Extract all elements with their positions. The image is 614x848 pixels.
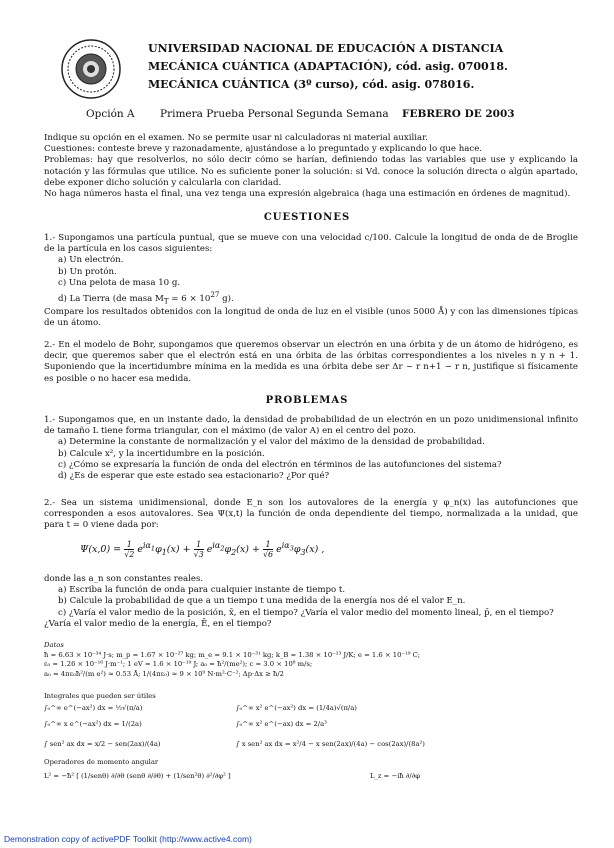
constants-title: Datos bbox=[44, 641, 64, 649]
footer-watermark: Demonstration copy of activePDF Toolkit (http://www.active4.com) bbox=[4, 834, 252, 844]
constants-row: ħ = 6.63 × 10⁻³⁴ J·s; m_p = 1.67 × 10⁻²⁷ kg; m_e = 9.1 × 10⁻³¹ kg; k_B = 1.38 × 10⁻²³ J/K; e = 1.6 × 10⁻¹⁹ C; bbox=[44, 650, 421, 659]
course-adaptacion: MECÁNICA CUÁNTICA (ADAPTACIÓN), cód. asig. 070018. bbox=[148, 60, 508, 73]
integral-item: ∫₀^∞ x² e^(−ax) dx = 2/a³ bbox=[236, 720, 327, 728]
wavefunction-equation: Ψ(x,0) = $\frac{1}{√2}$ $e^{i\alpha_1}\varphi_1(x)$ + $\frac{1}{√3}$ $e^{i\alpha_2}\varphi_2(x)$ + $\frac{1}{√6}$ $e^{i\alpha_3}\varphi_3(x)$ , bbox=[80, 540, 325, 559]
integral-item: ∫ x sen² ax dx = x²/4 − x sen(2ax)/(4a) − cos(2ax)/(8a²) bbox=[236, 740, 425, 748]
problem-2 bbox=[44, 574, 578, 630]
operator-l2: L² = −ħ² [ (1/senθ) ∂/∂θ (senθ ∂/∂θ) + (1/sen²θ) ∂²/∂φ² ] bbox=[44, 772, 231, 780]
problem-1-item: d) ¿Es de esperar que este estado sea estacionario? ¿Por qué? bbox=[58, 471, 330, 482]
integral-item: ∫₀^∞ x² e^(−ax²) dx = (1/4a)√(π/a) bbox=[236, 704, 357, 712]
problem-1-item: c) ¿Cómo se expresaría la función de onda del electrón en términos de las autofunciones del sistema? bbox=[58, 459, 502, 470]
constants-row: ε₀ = 1.26 × 10⁻¹⁶ J·m⁻¹; 1 eV = 1.6 × 10⁻¹⁹ J; a₀ = ħ²/(me²); c = 3.0 × 10⁸ m/s; bbox=[44, 660, 313, 668]
constants-row: a₀ = 4πε₀ħ²/(m e²) ≈ 0.53 Å; 1/(4πε₀) ≈ 9 × 10⁹ N·m²·C⁻²; Δp·Δx ≥ ħ/2 bbox=[44, 669, 284, 678]
problem-2-item: ¿Varía el valor medio de la energía, Ē, en el tiempo? bbox=[44, 618, 272, 629]
problem-1-item: b) Calcule x², y la incertidumbre en la posición. bbox=[58, 448, 265, 459]
constants-block bbox=[44, 641, 420, 679]
problem-2-item: a) Escriba la función de onda para cualquier instante de tiempo t. bbox=[58, 585, 346, 596]
exam-week: Segunda Semana bbox=[296, 108, 389, 120]
instruction-line: No haga números hasta el final, una vez tenga una expresión algebraica (haga una estimación en órdenes de magnitud). bbox=[44, 189, 571, 200]
exam-option: Opción A bbox=[86, 108, 135, 120]
section-title-cuestiones: CUESTIONES bbox=[263, 212, 351, 223]
operator-lz: L_z = −iħ ∂/∂φ bbox=[370, 772, 420, 780]
question-1-item: b) Un protón. bbox=[58, 266, 117, 277]
question-1-item: c) Una pelota de masa 10 g. bbox=[58, 277, 181, 288]
question-2: 2.- En el modelo de Bohr, supongamos que queremos observar un electrón en una órbita y de un átomo de hidrógeno, es decir, que queremos saber que el electrón está en una órbita de las órbitas correspondientes a los niveles n y n + 1. Suponiendo que la incertidumbre mínima en la medida es una órbita debe ser Δr ~ r n+1 − r n, justifique si físicamente es posible o no hacer esa medida. bbox=[44, 340, 578, 384]
problem-1 bbox=[44, 415, 578, 482]
problem-2-item: b) Calcule la probabilidad de que a un tiempo t una medida de la energía nos dé el valor E_n. bbox=[58, 596, 466, 607]
instructions bbox=[44, 133, 578, 200]
question-1-item: d) La Tierra (de masa $M_T = 6 \times 10^{27}$ g). bbox=[58, 290, 234, 306]
integral-item: ∫₀^∞ e^(−ax²) dx = ½√(π/a) bbox=[44, 704, 143, 712]
question-1-intro: 1.- Supongamos una partícula puntual, que se mueve con una velocidad c/100. Calcule la longitud de onda de de Broglie de la partícula en los casos siguientes: bbox=[44, 233, 578, 255]
instruction-line: Indique su opción en el examen. No se permite usar ni calculadoras ni material auxiliar. bbox=[44, 133, 429, 143]
question-1 bbox=[44, 233, 578, 329]
integral-item: ∫₀^∞ x e^(−ax²) dx = 1/(2a) bbox=[44, 720, 142, 728]
problem-1-item: a) Determine la constante de normalización y el valor del máximo de la densidad de probabilidad. bbox=[58, 437, 485, 448]
problem-1-intro: 1.- Supongamos que, en un instante dado, la densidad de probabilidad de un electrón en un pozo unidimensional infinito de tamaño L tiene forma triangular, con el máximo (de valor A) en el centro del pozo. bbox=[44, 415, 578, 437]
instruction-line: Cuestiones: conteste breve y razonadamente, ajustándose a lo preguntado y explicando lo que hace. bbox=[44, 144, 483, 155]
instruction-line: Problemas: hay que resolverlos, no sólo decir cómo se harían, definiendo todas las variables que use y explicando la notación y las fórmulas que utilice. No es suficiente poner la solución: si Vd. conoce la solución directa o algún apartado, debe exponer dicho solución y calcularla con claridad. bbox=[44, 155, 578, 188]
section-title-problemas: PROBLEMAS bbox=[265, 395, 349, 406]
problem-2-item: c) ¿Varía el valor medio de la posición, x̄, en el tiempo? ¿Varía el valor medio del momento lineal, p̄, en el tiempo? bbox=[58, 607, 554, 618]
integral-item: ∫ sen² ax dx = x/2 − sen(2ax)/(4a) bbox=[44, 740, 161, 748]
exam-date: FEBRERO DE 2003 bbox=[402, 108, 515, 120]
operators-title: Operadores de momento angular bbox=[44, 758, 159, 766]
uned-seal bbox=[60, 38, 122, 100]
problem-2-after: donde las a_n son constantes reales. bbox=[44, 574, 204, 584]
university-name: UNIVERSIDAD NACIONAL DE EDUCACIÓN A DISTANCIA bbox=[148, 42, 504, 55]
exam-test: Primera Prueba Personal bbox=[160, 108, 294, 120]
question-1-closing: Compare los resultados obtenidos con la longitud de onda de luz en el visible (unos 5000 Å) y con las dimensiones típicas de un átomo. bbox=[44, 306, 578, 328]
course-tercero: MECÁNICA CUÁNTICA (3º curso), cód. asig. 078016. bbox=[148, 78, 475, 91]
problem-2-intro: 2.- Sea un sistema unidimensional, donde E_n son los autovalores de la energía y φ_n(x) las autofunciones que corresponden a esos autovalores. Sea Ψ(x,t) la función de onda dependiente del tiempo, normalizada a la unidad, que para t = 0 viene dada por: bbox=[44, 498, 578, 531]
integrals-title: Integrales que pueden ser útiles bbox=[44, 692, 156, 700]
question-1-item: a) Un electrón. bbox=[58, 255, 124, 266]
